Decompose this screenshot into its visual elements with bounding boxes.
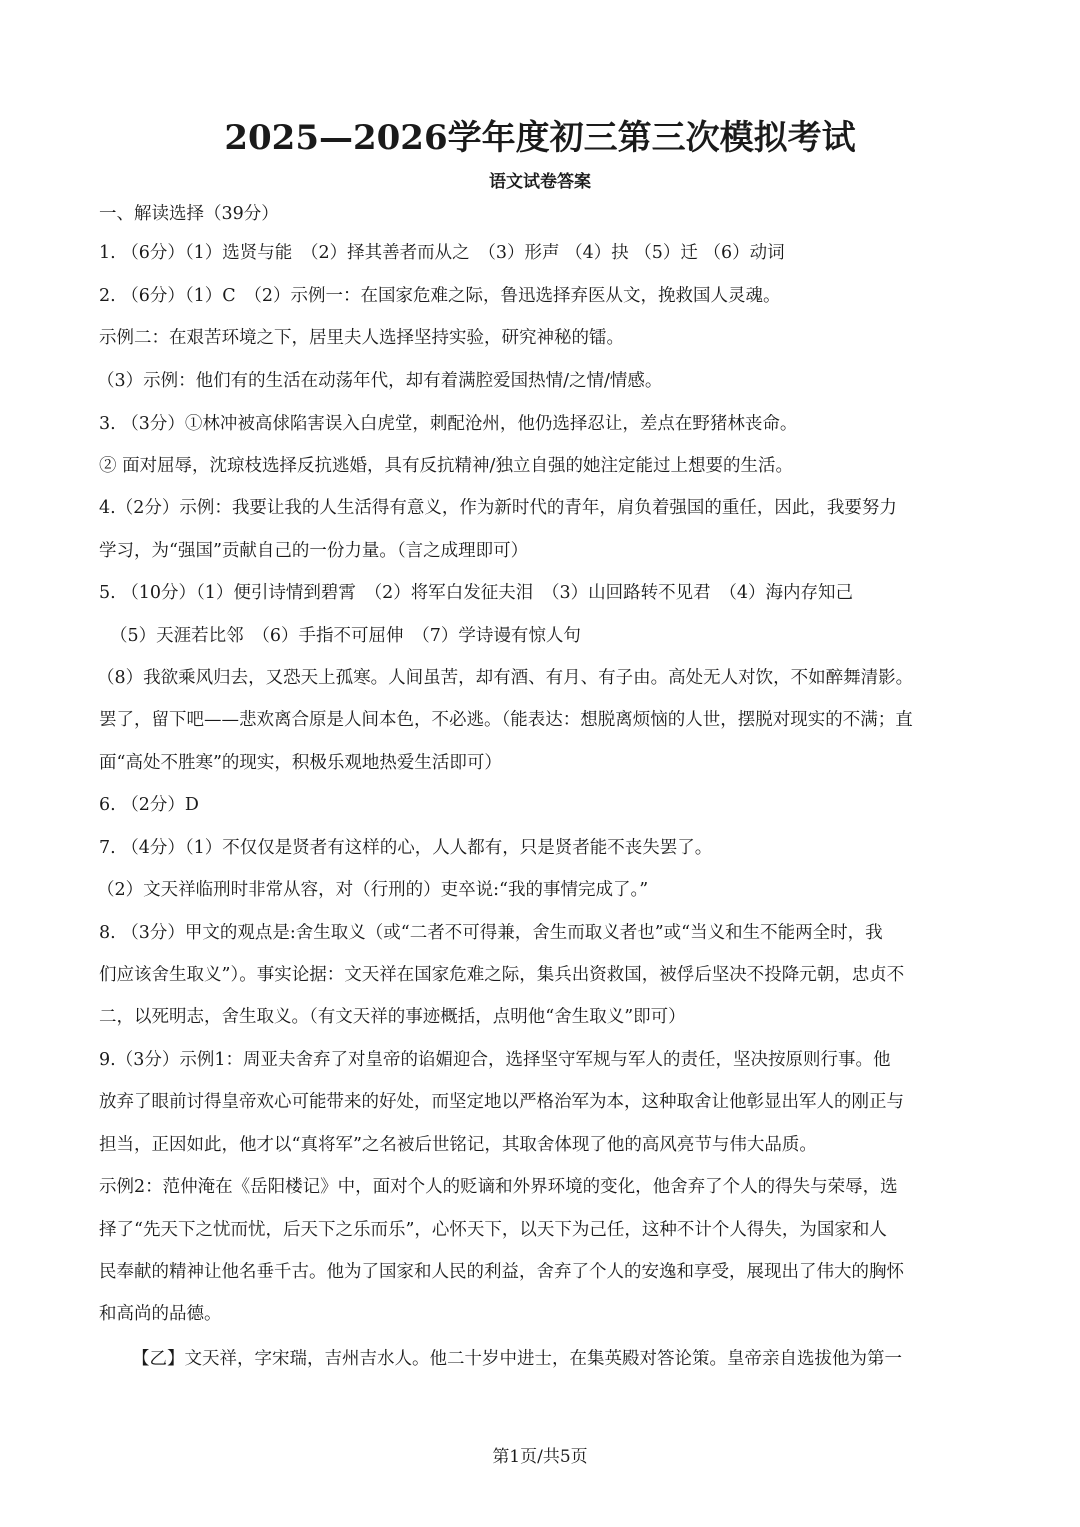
answer-line: 7. （4分）（1）不仅仅是贤者有这样的心，人人都有，只是贤者能不丧失罢了。 bbox=[99, 838, 713, 858]
answer-line: 示例二：在艰苦环境之下，居里夫人选择坚持实验，研究神秘的镭。 bbox=[99, 328, 624, 348]
passage-line: 【乙】文天祥，字宋瑞，吉州吉水人。他二十岁中进士，在集英殿对答论策。皇帝亲自选拔他为第一 bbox=[132, 1349, 902, 1369]
page-footer: 第1页/共5页 bbox=[492, 1447, 588, 1467]
answer-line: 民奉献的精神让他名垂千古。他为了国家和人民的利益，舍弃了个人的安逸和享受，展现出了伟大的胸怀 bbox=[99, 1262, 904, 1282]
answer-line: 学习，为“强国”贡献自己的一份力量。（言之成理即可） bbox=[99, 541, 529, 561]
page-title: 2025—2026学年度初三第三次模拟考试 bbox=[224, 118, 856, 158]
answer-line: 4.（2分）示例：我要让我的人生活得有意义，作为新时代的青年，肩负着强国的重任，因此，我要努力 bbox=[99, 498, 897, 518]
answer-line: 二，以死明志，舍生取义。（有文天祥的事迹概括，点明他“舍生取义”即可） bbox=[99, 1007, 686, 1027]
answer-line: （8）我欲乘风归去，又恐天上孤寒。人间虽苦，却有酒、有月、有子由。高处无人对饮，不如醉舞清影。 bbox=[97, 668, 914, 688]
answer-line: 面“高处不胜寒”的现实，积极乐观地热爱生活即可） bbox=[99, 753, 502, 773]
page-subtitle: 语文试卷答案 bbox=[489, 172, 591, 192]
answer-line: 3. （3分）①林冲被高俅陷害误入白虎堂，刺配沧州，他仍选择忍让，差点在野猪林丧命。 bbox=[99, 414, 798, 434]
answer-line: （5）天涯若比邻 （6）手指不可屈伸 （7）学诗谩有惊人句 bbox=[110, 626, 581, 646]
section-heading: 一、解读选择（39分） bbox=[99, 204, 279, 224]
answer-line: 6. （2分）D bbox=[99, 795, 199, 815]
answer-line: 8. （3分）甲文的观点是:舍生取义（或“二者不可得兼，舍生而取义者也”或“当义和生不能两全时，我 bbox=[99, 923, 883, 943]
answer-line: （3）示例：他们有的生活在动荡年代，却有着满腔爱国热情/之情/情感。 bbox=[97, 371, 663, 391]
answer-line: 5. （10分）（1）便引诗情到碧霄 （2）将军白发征夫泪 （3）山回路转不见君 （4）海内存知己 bbox=[99, 583, 854, 603]
answer-line: 和高尚的品德。 bbox=[99, 1304, 222, 1324]
answer-line: 1. （6分）（1）选贤与能 （2）择其善者而从之 （3）形声 （4）抉 （5）迁 （6）动词 bbox=[99, 243, 785, 263]
answer-line: 放弃了眼前讨得皇帝欢心可能带来的好处，而坚定地以严格治军为本，这种取舍让他彰显出军人的刚正与 bbox=[99, 1092, 904, 1112]
answer-line: 9.（3分）示例1：周亚夫舍弃了对皇帝的谄媚迎合，选择坚守军规与军人的责任，坚决按原则行事。他 bbox=[99, 1050, 891, 1070]
answer-line: 担当，正因如此，他才以“真将军”之名被后世铭记，其取舍体现了他的高风亮节与伟大品质。 bbox=[99, 1135, 817, 1155]
answer-line: 择了“先天下之忧而忧，后天下之乐而乐”，心怀天下，以天下为己任，这种不计个人得失，为国家和人 bbox=[99, 1220, 887, 1240]
answer-line: 示例2：范仲淹在《岳阳楼记》中，面对个人的贬谪和外界环境的变化，他舍弃了个人的得失与荣辱，选 bbox=[99, 1177, 898, 1197]
answer-line: 罢了，留下吧——悲欢离合原是人间本色，不必逃。（能表达：想脱离烦恼的人世，摆脱对现实的不满；直 bbox=[99, 710, 913, 730]
answer-line: ② 面对屈辱，沈琼枝选择反抗逃婚，具有反抗精神/独立自强的她注定能过上想要的生活。 bbox=[99, 456, 793, 476]
answer-line: （2）文天祥临刑时非常从容，对（行刑的）吏卒说:“我的事情完成了。” bbox=[97, 880, 649, 900]
answer-line: 们应该舍生取义”）。事实论据：文天祥在国家危难之际，集兵出资救国，被俘后坚决不投降元朝，忠贞不 bbox=[99, 965, 905, 985]
answer-line: 2. （6分）（1）C （2）示例一：在国家危难之际，鲁迅选择弃医从文，挽救国人灵魂。 bbox=[99, 286, 781, 306]
